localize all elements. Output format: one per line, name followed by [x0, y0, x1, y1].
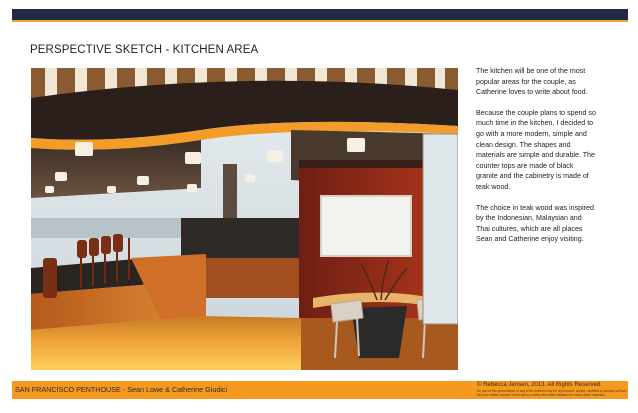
description-paragraph: The choice in teak wood was inspired by the Indonesian, Malaysian and Thai cultures, which are all places Sean and Catherine enjoy visiting. [476, 203, 594, 244]
footer-bar [12, 381, 628, 399]
project-name: SAN FRANCISCO PENTHOUSE - Sean Lowe & Catherine Giudici [15, 385, 228, 394]
copyright-fine-print: No part of this presentation or any of its contents may be reproduced, copied, modified or adapted without the prior written consent of the author, unless otherwise indicated for stand-alone materials. [477, 389, 627, 397]
page-title: PERSPECTIVE SKETCH - KITCHEN AREA [30, 44, 259, 56]
copyright-notice: © Rebecca Jensen, 2013. All Rights Reserved. [477, 382, 602, 388]
header-bar [12, 9, 628, 22]
design-description [476, 66, 596, 255]
description-paragraph: Because the couple plans to spend so much time in the kitchen, I decided to go with a more modern, simple and clean design. The shapes and materials are simple and durable. The counter tops are made of black granite and the cabinetry is made of teak wood. [476, 108, 596, 191]
kitchen-rendering-image [31, 68, 458, 370]
copyright-block [477, 382, 627, 397]
description-paragraph: The kitchen will be one of the most popular areas for the couple, as Catherine loves to write about food. [476, 67, 588, 97]
